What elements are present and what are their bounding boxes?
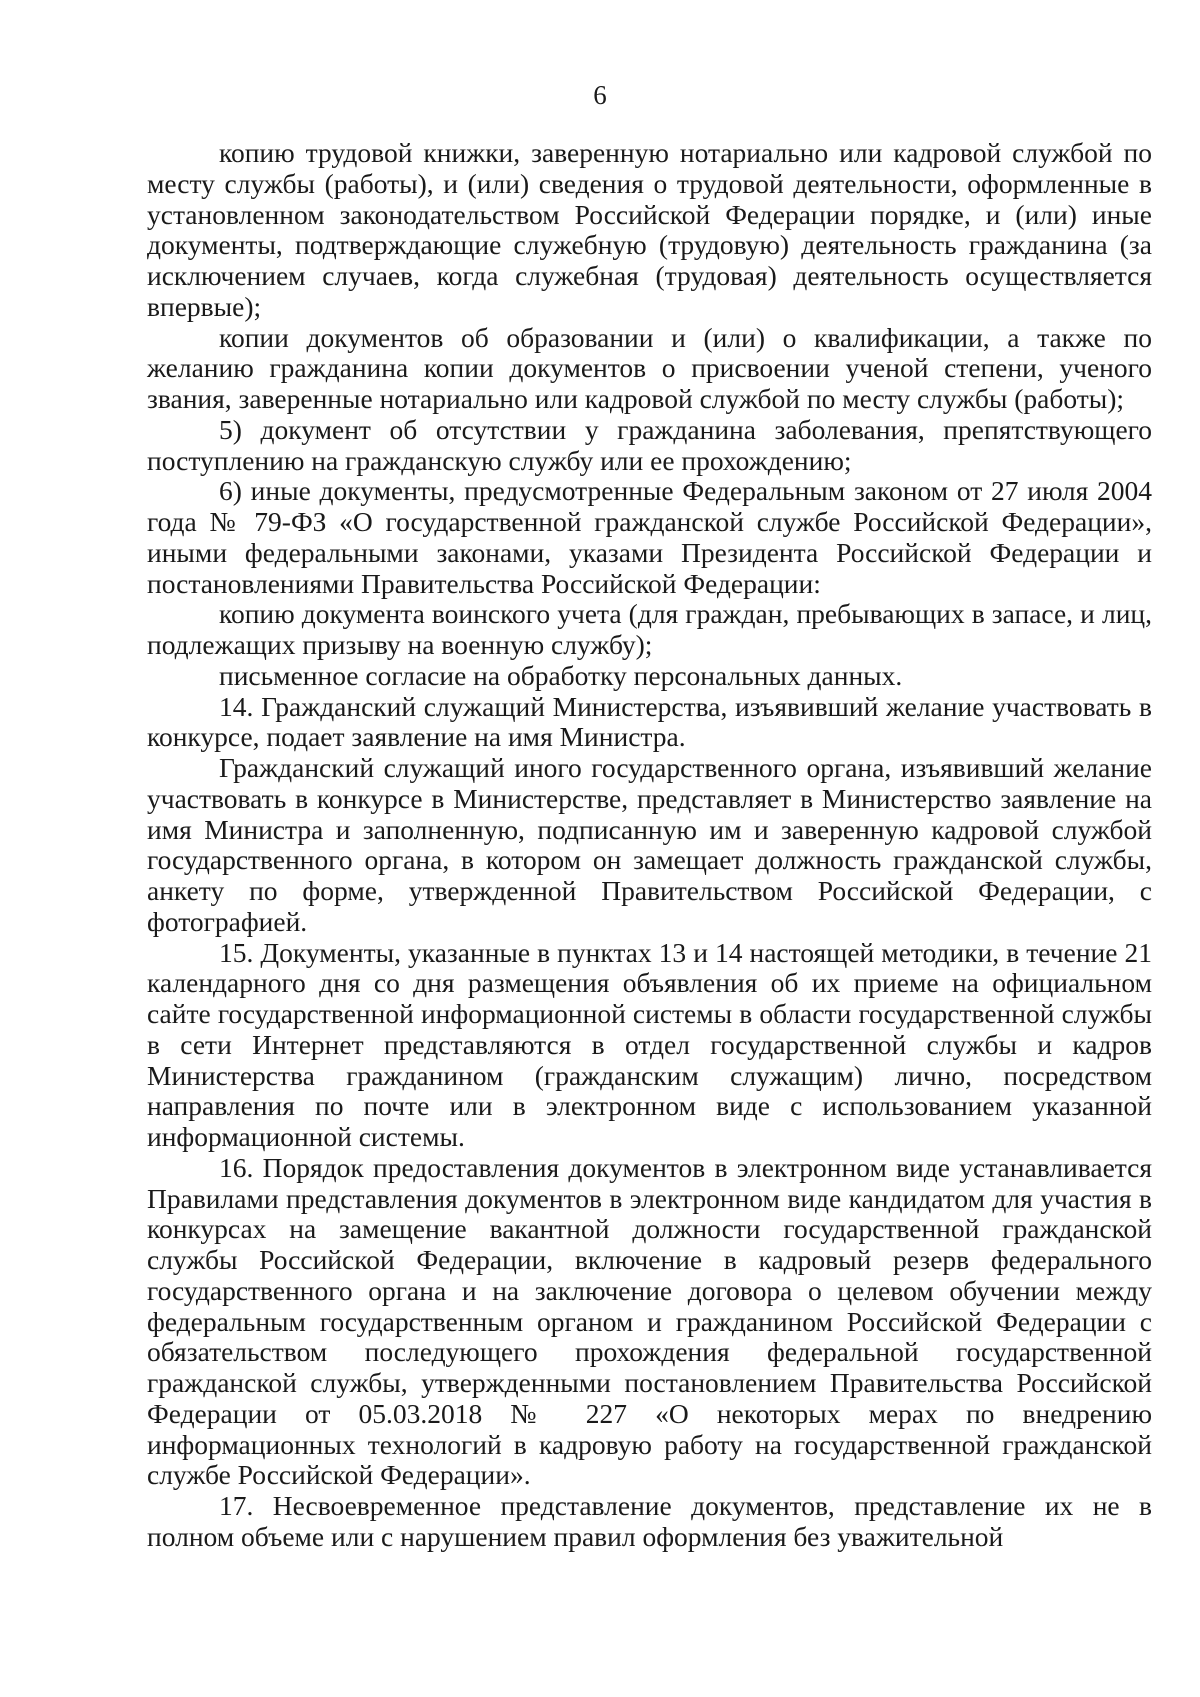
paragraph-education-documents: копии документов об образовании и (или) о квалификации, а также по желанию гражданина копии документов о присвоении ученой степени, ученого звания, заверенные нотариально или кадровой службой по месту службы (работы);	[147, 321, 1152, 414]
paragraph-section-14: 14. Гражданский служащий Министерства, изъявивший желание участвовать в конкурсе, подает заявление на имя Министра.	[147, 690, 1152, 753]
paragraph-military-record: копию документа воинского учета (для граждан, пребывающих в запасе, и лиц, подлежащих призыву на военную службу);	[147, 598, 1152, 660]
paragraph-section-15: 15. Документы, указанные в пунктах 13 и 14 настоящей методики, в течение 21 календарного дня со дня размещения объявления об их приеме на официальном сайте государственной информационной системы в области государственной службы в сети Интернет представляются в отдел государственной службы и кадров Министерства гражданином (гражданским служащим) лично, посредством направления по почте или в электронном виде с использованием указанной информационной системы.	[147, 936, 1152, 1152]
page-number: 6	[593, 80, 607, 110]
paragraph-personal-data-consent: письменное согласие на обработку персональных данных.	[219, 659, 903, 691]
paragraph-item-5-medical: 5) документ об отсутствии у гражданина заболевания, препятствующего поступлению на гражданскую службу или ее прохождению;	[147, 413, 1152, 476]
paragraph-section-17: 17. Несвоевременное представление документов, представление их не в полном объеме или с нарушением правил оформления без уважительной	[147, 1490, 1152, 1552]
paragraph-item-6-other-documents: 6) иные документы, предусмотренные Федеральным законом от 27 июля 2004 года № 79-ФЗ «О государственной гражданской службе Российской Федерации», иными федеральными законами, указами Президента Российской Федерации и постановлениями Правительства Российской Федерации:	[147, 475, 1152, 599]
paragraph-section-14-other-body: Гражданский служащий иного государственного органа, изъявивший желание участвовать в конкурсе в Министерстве, представляет в Министерство заявление на имя Министра и заполненную, подписанную им и заверенную кадровой службой государственного органа, в котором он замещает должность гражданской службы, анкету по форме, утвержденной Правительством Российской Федерации, с фотографией.	[147, 752, 1152, 937]
paragraph-work-record-copy: копию трудовой книжки, заверенную нотариально или кадровой службой по месту службы (работы), и (или) сведения о трудовой деятельности, оформленные в установленном законодательством Российской Федерации порядке, и (или) иные документы, подтверждающие служебную (трудовую) деятельность гражданина (за исключением случаев, когда служебная (трудовая) деятельность осуществляется впервые);	[147, 137, 1152, 322]
paragraph-section-16: 16. Порядок предоставления документов в электронном виде устанавливается Правилами представления документов в электронном виде кандидатом для участия в конкурсах на замещение вакантной должности государственной гражданской службы Российской Федерации, включение в кадровый резерв федерального государственного органа и на заключение договора о целевом обучении между федеральным государственным органом и гражданином Российской Федерации с обязательством последующего прохождения федеральной государственной гражданской службы, утвержденными постановлением Правительства Российской Федерации от 05.03.2018 № 227 «О некоторых мерах по внедрению информационных технологий в кадровую работу на государственной гражданской службе Российской Федерации».	[147, 1151, 1152, 1491]
document-body	[147, 138, 1152, 1553]
